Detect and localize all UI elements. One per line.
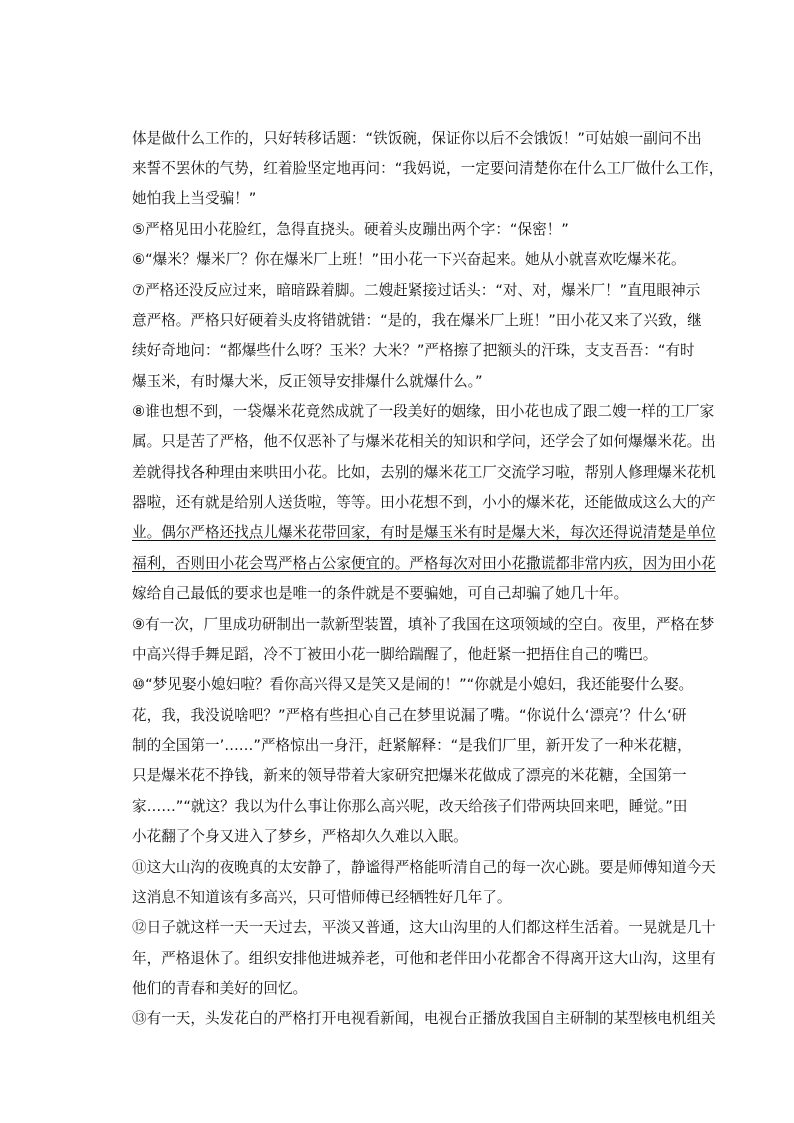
paragraph-line: 器啦，还有就是给别人送货啦，等等。田小花想不到，小小的爆米花，还能做成这么大的产 — [132, 494, 716, 511]
paragraph-line: 家……”“就这？我以为什么事让你那么高兴呢，改天给孩子们带两块回来吧，睡觉。”田 — [132, 798, 688, 815]
paragraph-line: 只是爆米花不挣钱，新来的领导带着大家研究把爆米花做成了漂亮的米花糖，全国第一 — [132, 767, 687, 784]
paragraph-line: 来誓不罢休的气势，红着脸坚定地再问：“我妈说，一定要问清楚你在什么工厂做什么工作， — [132, 160, 724, 177]
paragraph-line: 中高兴得手舞足蹈，冷不丁被田小花一脚给踹醒了，他赶紧一把捂住自己的嘴巴。 — [132, 646, 658, 663]
paragraph-line: 属。只是苦了严格，他不仅恶补了与爆米花相关的知识和学问，还学会了如何爆爆米花。出 — [132, 433, 716, 450]
paragraph-line: 续好奇地问：“都爆些什么呀？玉米？大米？”严格擦了把额头的汗珠，支支吾吾：“有时 — [132, 342, 695, 359]
paragraph-line: ⑩“梦见娶小媳妇啦？看你高兴得又是笑又是闹的！”“你就是小媳妇，我还能娶什么娶。 — [132, 676, 694, 693]
paragraph-line: ⑥“爆米？爆米厂？你在爆米厂上班！”田小花一下兴奋起来。她从小就喜欢吃爆米花。 — [132, 251, 686, 268]
paragraph-line: 体是做什么工作的，只好转移话题：“铁饭碗，保证你以后不会饿饭！”可姑娘一副问不出 — [132, 130, 702, 147]
paragraph-line: ⑦严格还没反应过来，暗暗跺着脚。二嫂赶紧接过话头：“对、对，爆米厂！”直甩眼神示 — [132, 282, 701, 299]
underlined-line: 业。偶尔严格还找点儿爆米花带回家，有时是爆玉米有时是爆大米，每次还得说清楚是单位 — [132, 524, 716, 541]
paragraph-line: ⑨有一次，厂里成功研制出一款新型装置，填补了我国在这项领域的空白。夜里，严格在梦 — [132, 616, 715, 633]
paragraph-line: 爆玉米，有时爆大米，反正领导安排爆什么就爆什么。” — [132, 373, 483, 390]
paragraph-line: 制的全国第一’……”严格惊出一身汗，赶紧解释：“是我们厂里，新开发了一种米花糖， — [132, 737, 692, 754]
paragraph-line: 年，严格退休了。组织安排他进城养老，可他和老伴田小花都舍不得离开这大山沟，这里有 — [132, 950, 716, 967]
paragraph-line: ⑬有一天，头发花白的严格打开电视看新闻，电视台正播放我国自主研制的某型核电机组关 — [132, 1010, 716, 1027]
paragraph-line: 意严格。严格只好硬着头皮将错就错：“是的，我在爆米厂上班！”田小花又来了兴致，继 — [132, 312, 702, 329]
paragraph-line: 嫁给自己最低的要求也是唯一的条件就是不要骗她，可自己却骗了她几十年。 — [132, 585, 629, 602]
paragraph-line: ⑫日子就这样一天一天过去，平淡又普通，这大山沟里的人们都这样生活着。一晃就是几十 — [132, 919, 716, 936]
paragraph-line: 这消息不知道该有多高兴，只可惜师傅已经牺牲好几年了。 — [132, 889, 512, 906]
paragraph-line: 差就得找各种理由来哄田小花。比如，去别的爆米花工厂交流学习啦，帮别人修理爆米花机 — [132, 464, 716, 481]
underlined-line: 福利，否则田小花会骂严格占公家便宜的。严格每次对田小花撒谎都非常内疚，因为田小花 — [132, 555, 716, 572]
paragraph-line: ⑧谁也想不到，一袋爆米花竟然成就了一段美好的姻缘，田小花也成了跟二嫂一样的工厂家 — [132, 403, 715, 420]
paragraph-line: ⑪这大山沟的夜晚真的太安静了，静谧得严格能听清自己的每一次心跳。要是师傅知道今天 — [132, 859, 716, 876]
paragraph-line: 她怕我上当受骗！” — [132, 190, 257, 207]
paragraph-line: 花，我，我没说啥吧？”严格有些担心自己在梦里说漏了嘴。“你说什么‘漂亮’？什么‘研 — [132, 707, 687, 724]
paragraph-line: 他们的青春和美好的回忆。 — [132, 980, 308, 997]
paragraph-line: ⑤严格见田小花脸红，急得直挠头。硬着头皮蹦出两个字：“保密！” — [132, 221, 569, 238]
paragraph-line: 小花翻了个身又进入了梦乡，严格却久久难以入眠。 — [132, 828, 468, 845]
